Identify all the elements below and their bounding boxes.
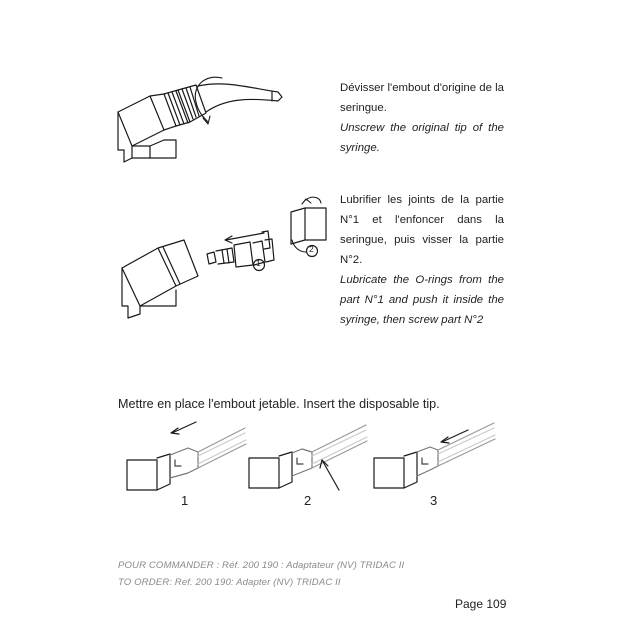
insert-step-number-3: 3	[430, 493, 438, 508]
page-number: Page 109	[455, 597, 507, 611]
part-label-1: 1	[256, 258, 261, 268]
step-1-english: Unscrew the original tip of the syringe.	[340, 122, 504, 154]
order-info-french: POUR COMMANDER : Réf. 200 190 : Adaptateur (NV) TRIDAC II	[118, 560, 405, 571]
insert-step-1-figure	[127, 422, 246, 490]
step-1-french: Dévisser l'embout d'origine de la seringue.	[340, 82, 504, 114]
insert-step-2-figure	[249, 425, 367, 490]
insert-step-number-1: 1	[181, 493, 189, 508]
part-label-2: 2	[309, 244, 314, 254]
insert-step-number-2: 2	[304, 493, 312, 508]
insert-tip-heading: Mettre en place l'embout jetable. Insert the disposable tip.	[118, 397, 440, 411]
insert-step-3-figure	[374, 423, 495, 488]
order-info-english: TO ORDER: Ref. 200 190: Adapter (NV) TRIDAC II	[118, 577, 341, 588]
step-2-french: Lubrifier les joints de la partie N°1 et l'enfoncer dans la seringue, puis visser la partie N°2.	[340, 194, 504, 266]
step-2-english: Lubricate the O-rings from the part N°1 and push it inside the syringe, then screw part N°2	[340, 274, 504, 326]
